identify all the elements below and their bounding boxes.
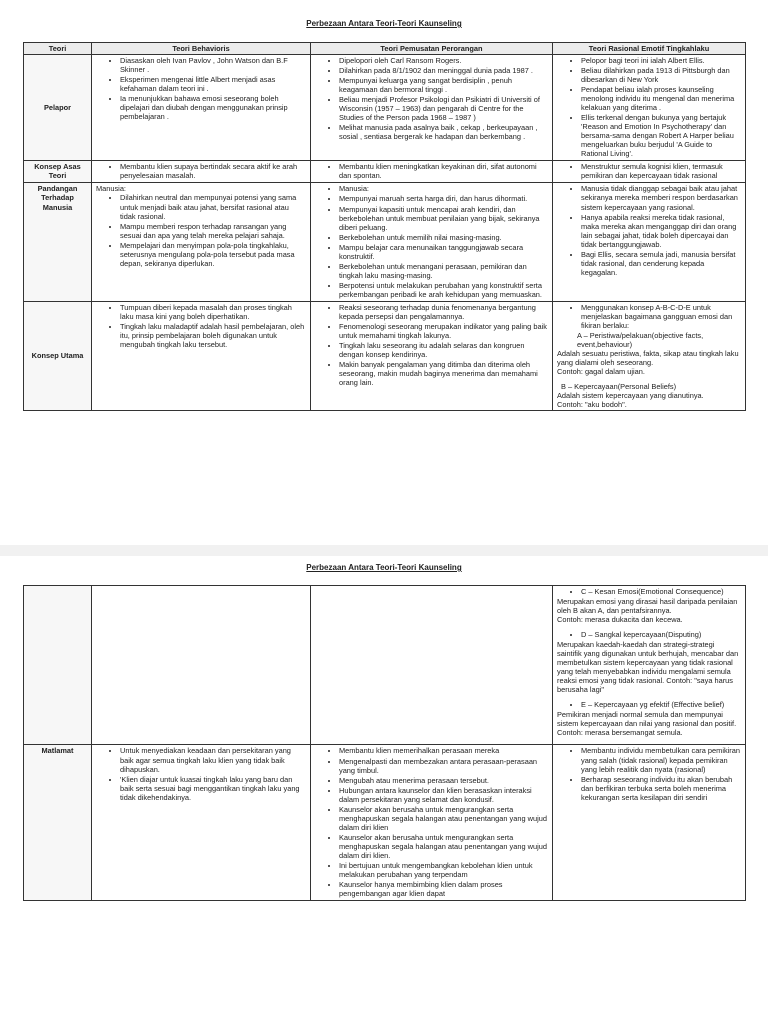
cell-konsep-asas-pemusatan — [311, 161, 553, 183]
abc-b-desc: Adalah sistem kepercayaan yang dianutinya. — [557, 391, 704, 401]
list-item: • Ellis terkenal dengan bukunya yang bertajuk 'Reason and Emotion In Psychotherapy' dan bersama-sama dengan Robert A Harper beliau mengeluarkan buku berjudul 'A Guide to Rational Living'. — [581, 113, 741, 158]
document-page-2 — [0, 556, 768, 1024]
row-label-pandangan: Pandangan Terhadap Manusia — [24, 183, 92, 301]
list-item: • Kaunselor akan berusaha untuk mengurangkan serta menghapuskan segala halangan atau penentangan yang wujud dalam diri klien — [339, 805, 548, 832]
list-item: • 'Klien diajar untuk kuasai tingkah laku yang baru dan baik serta sesuai bagi menggantikan tingkah laku yang tidak dikehendakinya. — [120, 775, 306, 802]
list-item: • Dilahirkan pada 8/1/1902 dan meninggal dunia pada 1987 . — [339, 66, 548, 75]
abc-c-example: Contoh: merasa dukacita dan kecewa. — [557, 615, 683, 625]
list-item: • Membantu klien supaya bertindak secara aktif ke arah penyelesaian masalah. — [120, 162, 306, 180]
cell-pelapor-pemusatan — [311, 55, 553, 161]
list-item: • Mengubah atau menerima perasaan tersebut. — [339, 776, 548, 785]
list-item: • Dipelopori oleh Carl Ransom Rogers. — [339, 56, 548, 65]
list-item: • E – Kepercayaan yg efektif (Effective belief) — [581, 700, 741, 709]
abc-c-desc: Merupakan emosi yang dirasai hasil daripada penilaian oleh B akan A, dan pentafsirannya. — [557, 597, 738, 616]
list-item: • Berkebolehan untuk memilih nilai masing-masing. — [339, 233, 548, 242]
list-item: • Membantu klien meningkatkan keyakinan diri, sifat autonomi dan spontan. — [339, 162, 548, 180]
list-item: • Fenomenologi seseorang merupakan indikator yang paling baik untuk memahami tingkah lakunya. — [339, 322, 548, 340]
list-item: • Mampu belajar cara menunaikan tanggungjawab secara konstruktif. — [339, 243, 548, 261]
page-title: Perbezaan Antara Teori-Teori Kaunseling — [306, 563, 462, 572]
list-item: • Reaksi seseorang terhadap dunia fenomenanya bergantung kepada persepsi dan pengalamannya. — [339, 303, 548, 321]
list-item: • Hubungan antara kaunselor dan klien berasaskan interaksi dalam persekitaran yang selamat dan kondusif. — [339, 786, 548, 804]
cell-konsep-asas-behavioris — [92, 161, 311, 183]
cell-konsep-asas-rasional — [553, 161, 746, 183]
abc-e-desc: Pemikiran menjadi normal semula dan mempunyai sistem kepercayaan dan nilai yang rasional dan positif. Contoh: merasa bersemangat semula. — [557, 710, 737, 738]
cell-pelapor-behavioris — [92, 55, 311, 161]
row-label-konsep-asas: Konsep Asas Teori — [24, 161, 92, 183]
row-pelapor — [24, 55, 746, 161]
row-label-pelapor: Pelapor — [24, 55, 92, 161]
header-pemusatan: Teori Pemusatan Perorangan — [311, 43, 553, 55]
row-label-empty — [24, 586, 92, 745]
list-item: • Mempunyai kapasiti untuk mencapai arah kendiri, dan berkebolehan untuk membuat penilaian yang bijak, sekiranya diberi peluang. — [339, 205, 548, 232]
cell-pandangan-pemusatan — [311, 183, 553, 301]
list-item: • Tingkah laku seseorang itu adalah selaras dan kongruen dengan konsep kendirinya. — [339, 341, 548, 359]
abc-a-desc: Adalah sesuatu peristiwa, fakta, sikap atau tingkah laku yang dialami oleh seseorang. — [557, 348, 739, 367]
list-item: • Berpotensi untuk melakukan perubahan yang konstruktif serta perkembangan peribadi ke arah kehidupan yang memuaskan. — [339, 281, 548, 299]
list-item: • D – Sangkal kepercayaan(Disputing) — [581, 630, 741, 639]
list-item: • Tingkah laku maladaptif adalah hasil pembelajaran, oleh itu, prinsip pembelajaran boleh digunakan untuk mengubah tingkah laku tersebut. — [120, 322, 306, 349]
cell-empty — [311, 586, 553, 745]
list-item: • Menstruktur semula kognisi klien, termasuk pemikiran dan kepercayaan tidak rasional — [581, 162, 741, 180]
list-item: • Dilahirkan neutral dan mempunyai potensi yang sama untuk menjadi baik atau jahat, bersifat rasional atau tidak rasional. — [120, 193, 306, 220]
list-item: • Bagi Ellis, secara semula jadi, manusia bersifat tidak rasional, dan cenderung kepada kegagalan. — [581, 250, 741, 277]
row-pandangan — [24, 183, 746, 301]
list-item: • C – Kesan Emosi(Emotional Consequence) — [581, 587, 741, 596]
abc-d-desc: Merupakan kaedah-kaedah dan strategi-strategi saintifik yang digunakan untuk berhujah, mencabar dan membetulkan sistem kepercayaan yang tidak rasional yang telah menyebabkan individu mengalami semula reaksi emosi yang tidak rasional. Contoh: "saya harus berusaha lagi" — [557, 640, 739, 695]
list-item: • Manusia: — [339, 184, 548, 193]
comparison-table — [23, 42, 746, 411]
cell-intro: Manusia: — [96, 184, 126, 194]
header-rasional: Teori Rasional Emotif Tingkahlaku — [553, 43, 746, 55]
list-item: • Kaunselor akan berusaha untuk mengurangkan serta menghapuskan segala halangan atau penentangan yang wujud dalam diri klien. — [339, 833, 548, 860]
list-item: • Berkebolehan untuk menangani perasaan, pemikiran dan tingkah laku masing-masing. — [339, 262, 548, 280]
header-teori: Teori — [24, 43, 92, 55]
list-item: • Mengenalpasti dan membezakan antara perasaan-perasaan yang timbul. — [339, 757, 548, 775]
list-item: • Pelopor bagi teori ini ialah Albert Ellis. — [581, 56, 741, 65]
cell-konsep-utama-pemusatan — [311, 301, 553, 410]
list-item: • Mampu memberi respon terhadap ransangan yang sesuai dan apa yang telah mereka pelajari sahaja. — [120, 222, 306, 240]
list-item: • Mempunyai keluarga yang sangat berdisiplin , penuh keagamaan dan bermoral tinggi . — [339, 76, 548, 94]
list-item: • Manusia tidak dianggap sebagai baik atau jahat sekiranya mereka memberi respon berdasarkan sistem kepercayaan yang rasional. — [581, 184, 741, 211]
list-item: • Berharap seseorang individu itu akan berubah dan berfikiran terbuka serta boleh menerima kekurangan serta kesilapan diri sendiri — [581, 775, 741, 802]
cell-konsep-utama-rasional-continued — [553, 586, 746, 745]
cell-matlamat-behavioris — [92, 745, 311, 901]
list-item: • Menggunakan konsep A-B-C-D-E untuk menjelaskan bagaimana gangguan emosi dan fikiran berlaku: — [581, 303, 741, 330]
list-item: • Pendapat beliau ialah proses kaunseling menolong individu itu mengenal dan menerima kelakuan yang diterima . — [581, 85, 741, 112]
list-item: • Mempunyai maruah serta harga diri, dan harus dihormati. — [339, 194, 548, 203]
list-item: • Mempelajari dan menyimpan pola-pola tingkahlaku, seterusnya mengulang pola-pola tersebut pada masa depan, sekiranya diperlukan. — [120, 241, 306, 268]
row-label-konsep-utama: Konsep Utama — [24, 301, 92, 410]
list-item: • Beliau menjadi Profesor Psikologi dan Psikiatri di Universiti of Wisconsin (1957 – 1963) dan pengarah di Centre for the Studies of the Person pada 1968 – 1987 ) — [339, 95, 548, 122]
row-konsep-utama — [24, 301, 746, 410]
abc-a-label: A – Peristiwa/pelakuan(objective facts, event,behaviour) — [577, 330, 704, 349]
abc-a-example: Contoh: gagal dalam ujian. — [557, 367, 645, 377]
list-item: • Untuk menyediakan keadaan dan persekitaran yang baik agar semua tingkah laku klien yang tidak baik dihapuskan. — [120, 746, 306, 773]
cell-konsep-utama-behavioris — [92, 301, 311, 410]
cell-matlamat-rasional — [553, 745, 746, 901]
page-title: Perbezaan Antara Teori-Teori Kaunseling — [306, 19, 462, 28]
list-item: • Tumpuan diberi kepada masalah dan proses tingkah laku masa kini yang boleh diperhatikan. — [120, 303, 306, 321]
list-item: • Diasaskan oleh Ivan Pavlov , John Watson dan B.F Skinner . — [120, 56, 306, 74]
list-item: • Melihat manusia pada asalnya baik , cekap , berkeupayaan , sosial , sentiasa bergerak ke hadapan dan berkembang . — [339, 123, 548, 141]
list-item: • Hanya apabila reaksi mereka tidak rasional, maka mereka akan menganggap diri dan orang lain sebagai jahat, tidak boleh dipercayai dan tidak bertanggungjawab. — [581, 213, 741, 249]
abc-b-example: Contoh: "aku bodoh". — [557, 400, 627, 410]
list-item: • Eksperimen mengenai little Albert menjadi asas kefahaman dalam teori ini . — [120, 75, 306, 93]
cell-pandangan-rasional — [553, 183, 746, 301]
row-label-matlamat: Matlamat — [24, 745, 92, 901]
cell-pelapor-rasional — [553, 55, 746, 161]
list-item: • Kaunselor hanya membimbing klien dalam proses pengembangan agar klien dapat — [339, 880, 548, 898]
header-behavioris: Teori Behavioris — [92, 43, 311, 55]
comparison-table-continued — [23, 585, 746, 901]
header-row — [24, 43, 746, 55]
abc-b-label: B – Kepercayaan(Personal Beliefs) — [561, 382, 677, 392]
cell-empty — [92, 586, 311, 745]
cell-konsep-utama-rasional — [553, 301, 746, 410]
list-item: • Membantu klien memerihalkan perasaan mereka — [339, 746, 548, 755]
list-item: • Makin banyak pengalaman yang ditimba dan diterima oleh seseorang, makin mudah baginya menerima dan memahami orang lain. — [339, 360, 548, 387]
row-matlamat — [24, 745, 746, 901]
list-item: • Ia menunjukkan bahawa emosi seseorang boleh dipelajari dan diubah dengan menggunakan prinsip pembelajaran . — [120, 94, 306, 121]
list-item: • Membantu individu membetulkan cara pemikiran yang salah (tidak rasional) kepada pemikiran yang lebih realitik dan nyata (rasional) — [581, 746, 741, 773]
row-konsep-asas — [24, 161, 746, 183]
list-item: • Beliau dilahirkan pada 1913 di Pittsburgh dan dibesarkan di New York — [581, 66, 741, 84]
row-konsep-utama-continued — [24, 586, 746, 745]
list-item: • Ini bertujuan untuk mengembangkan kebolehan klien untuk melakukan perubahan yang terpendam — [339, 861, 548, 879]
cell-pandangan-behavioris — [92, 183, 311, 301]
cell-matlamat-pemusatan — [311, 745, 553, 901]
